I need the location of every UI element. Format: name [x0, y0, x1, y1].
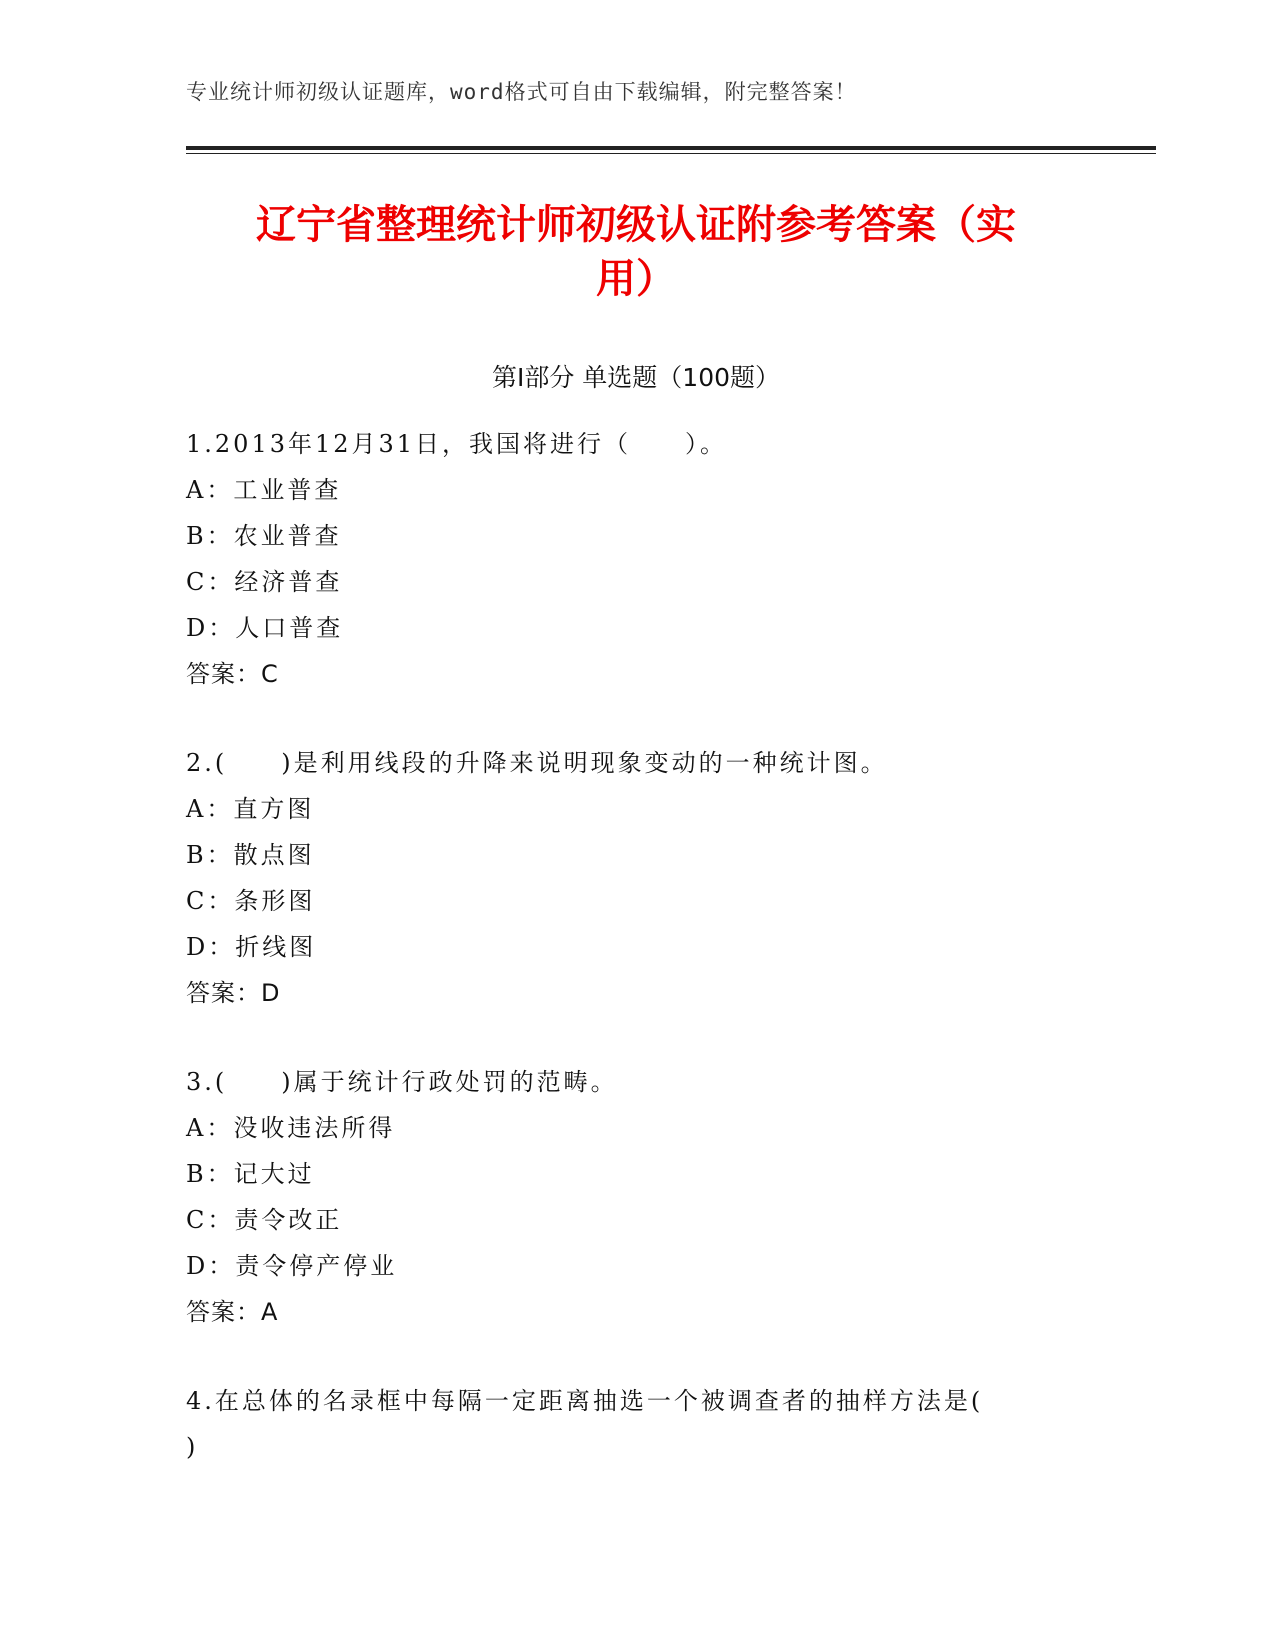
option-c: C：责令改正 [186, 1206, 343, 1234]
question-stem: 2.( )是利用线段的升降来说明现象变动的一种统计图。 [186, 749, 888, 777]
question-3 [186, 1059, 1086, 1335]
question-stem: 1.2013年12月31日，我国将进行（ ）。 [186, 430, 728, 458]
option-a: A：工业普查 [186, 476, 342, 504]
option-b: B：农业普查 [186, 522, 342, 550]
document-title-line-1: 辽宁省整理统计师初级认证附参考答案（实 [256, 202, 1016, 248]
option-a: A：没收违法所得 [186, 1114, 396, 1142]
document-title [186, 198, 1086, 306]
option-d: D：责令停产停业 [186, 1252, 398, 1280]
header-divider-thick [186, 146, 1156, 150]
question-stem: 3.( )属于统计行政处罚的范畴。 [186, 1068, 618, 1096]
question-4 [186, 1378, 1086, 1470]
option-d: D：人口普查 [186, 614, 344, 642]
document-title-line-2: 用） [596, 256, 676, 302]
header-divider-thin [186, 153, 1156, 154]
option-b: B：散点图 [186, 841, 315, 869]
question-stem-line-1: 4.在总体的名录框中每隔一定距离抽选一个被调查者的抽样方法是( [186, 1387, 984, 1415]
answer-label: 答案：C [186, 660, 279, 688]
option-c: C：经济普查 [186, 568, 343, 596]
question-2 [186, 740, 1086, 1016]
section-title: 第Ⅰ部分 单选题（100题） [491, 363, 781, 392]
option-d: D：折线图 [186, 933, 317, 961]
question-1 [186, 421, 1086, 697]
answer-label: 答案：D [186, 979, 281, 1007]
option-a: A：直方图 [186, 795, 315, 823]
question-stem-line-2: ) [186, 1433, 199, 1461]
header-note: 专业统计师初级认证题库，word格式可自由下载编辑，附完整答案！ [186, 80, 857, 104]
answer-label: 答案：A [186, 1298, 279, 1326]
option-b: B：记大过 [186, 1160, 315, 1188]
option-c: C：条形图 [186, 887, 316, 915]
